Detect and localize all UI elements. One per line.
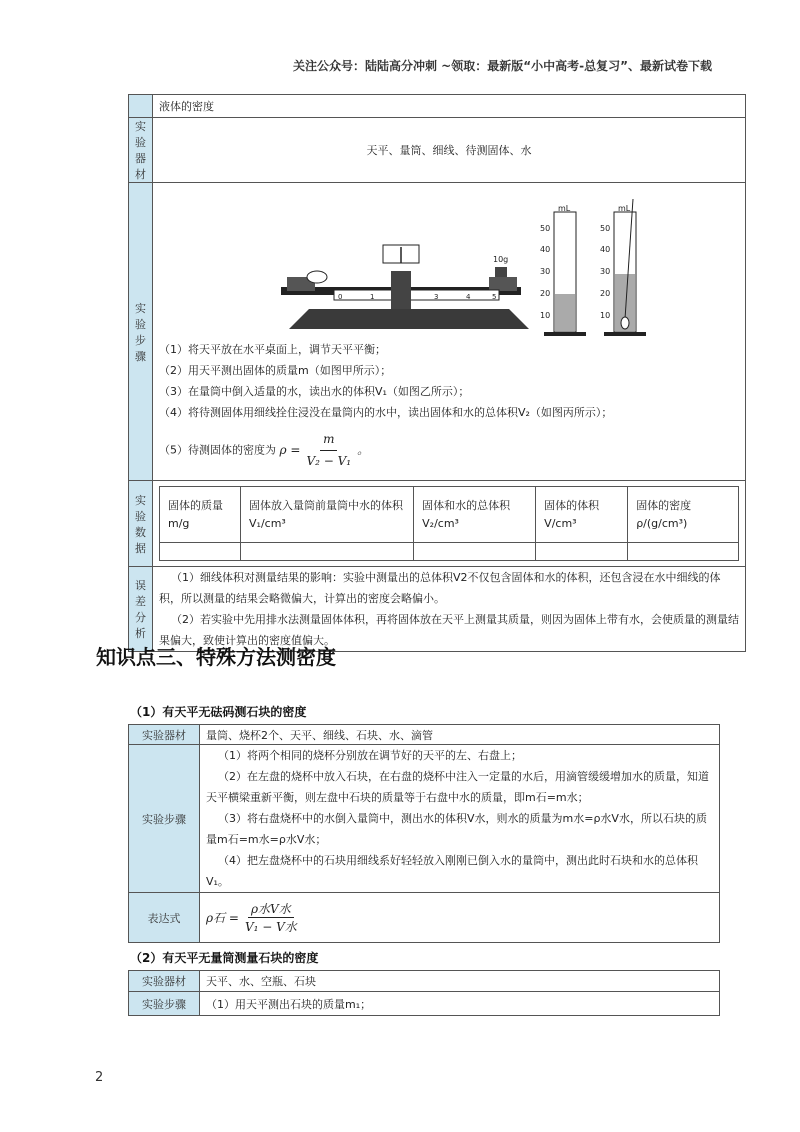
sub1-expr-denominator: V₁ − V水 — [244, 920, 297, 934]
error-cell — [153, 567, 746, 652]
error-line-2: （2）若实验中先用排水法测量固体体积，再将固体放在天平上测量其质量，则因为固体上带有水，会使质量的测量结果偏大，致使计算出的密度值偏大。 — [159, 613, 739, 647]
data-empty-cell — [536, 543, 628, 561]
step-1: （1）将天平放在水平桌面上，调节天平平衡； — [159, 343, 386, 356]
cylinder2-tick-50: 50 — [600, 224, 611, 233]
equipment-label: 实验器材 — [129, 118, 153, 183]
data-cell — [153, 481, 746, 567]
cylinder-unit-label: mL — [558, 204, 571, 213]
weight-label: 10g — [493, 255, 509, 264]
data-header-density: 固体的密度ρ/(g/cm³) — [628, 487, 739, 543]
sub2-steps-label: 实验步骤 — [129, 992, 200, 1016]
page-number: 2 — [95, 1070, 104, 1085]
data-header-mass: 固体的质量m/g — [160, 487, 241, 543]
sub1-step-2: （2）在左盘的烧杯中放入石块，在右盘的烧杯中注入一定量的水后，用滴管缓缓增加水的质量，知道天平横梁重新平衡，则左盘中石块的质量等于右盘中水的质量，即m石=m水； — [206, 770, 709, 804]
cylinder2-tick-10: 10 — [600, 311, 611, 320]
sub1-equipment-label: 实验器材 — [129, 725, 200, 745]
scale-tick-5: 5 — [492, 293, 497, 301]
steps-cell — [153, 183, 746, 481]
data-empty-cell — [628, 543, 739, 561]
cylinder-tick-20: 20 — [540, 289, 551, 298]
cylinder-with-solid-icon — [600, 199, 646, 336]
data-table — [159, 486, 739, 561]
top-text: 液体的密度 — [153, 95, 746, 118]
sub1-expr-label: 表达式 — [129, 893, 200, 943]
data-header-v1: 固体放入量筒前量筒中水的体积V₁/cm³ — [241, 487, 414, 543]
sub1-expr-cell — [200, 893, 720, 943]
blank-label — [129, 95, 153, 118]
data-empty-cell — [160, 543, 241, 561]
density-table — [128, 94, 746, 652]
equipment-text: 天平、量筒、细线、待测固体、水 — [153, 118, 746, 183]
error-label: 误差分析 — [129, 567, 153, 652]
scale-tick-4: 4 — [466, 293, 471, 301]
formula-lhs: ρ = — [279, 443, 301, 457]
balance-icon — [281, 245, 529, 329]
scale-tick-1: 1 — [370, 293, 375, 301]
step-5 — [159, 429, 739, 472]
sub2-equipment: 天平、水、空瓶、石块 — [200, 971, 720, 992]
sub1-expr-fraction — [242, 900, 300, 935]
data-header-v2: 固体和水的总体积V₂/cm³ — [414, 487, 536, 543]
sub1-expr-numerator: ρ水V水 — [248, 900, 294, 918]
sub1-equipment: 量筒、烧杯2个、天平、细线、石块、水、滴管 — [200, 725, 720, 745]
cylinder-tick-10: 10 — [540, 311, 551, 320]
sub1-step-1: （1）将两个相同的烧杯分别放在调节好的天平的左、右盘上； — [218, 749, 522, 762]
formula-denominator: V₂ − V₁ — [306, 454, 352, 468]
step-5-text: （5）待测固体的密度为 — [159, 443, 276, 457]
section-title: 知识点三、特殊方法测密度 — [96, 645, 336, 669]
step-4: （4）将待测固体用细线拴住浸没在量筒内的水中，读出固体和水的总体积V₂（如图丙所示）； — [159, 406, 613, 419]
data-label: 实验数据 — [129, 481, 153, 567]
sub2-step-1: （1）用天平测出石块的质量m₁； — [200, 992, 720, 1016]
formula-tail: 。 — [357, 443, 370, 457]
cylinder-tick-40: 40 — [540, 245, 551, 254]
sub1-step-3: （3）将右盘烧杯中的水倒入量筒中，测出水的体积V水，则水的质量为m水=ρ水V水，所以石块的质量m石=m水=ρ水V水； — [206, 812, 707, 846]
apparatus-figure — [159, 189, 739, 339]
step-2: （2）用天平测出固体的质量m（如图甲所示）； — [159, 364, 392, 377]
cylinder-icon — [540, 204, 586, 336]
formula-fraction — [303, 429, 354, 472]
page-header: 关注公众号：陆陆高分冲刺 ~领取：最新版“小中高考-总复习”、最新试卷下载 — [293, 59, 712, 73]
cylinder2-tick-40: 40 — [600, 245, 611, 254]
steps-label: 实验步骤 — [129, 183, 153, 481]
data-empty-cell — [241, 543, 414, 561]
sub1-steps-cell — [200, 745, 720, 893]
cylinder-tick-30: 30 — [540, 267, 551, 276]
density-formula — [280, 429, 370, 472]
cylinder2-tick-30: 30 — [600, 267, 611, 276]
cylinder2-tick-20: 20 — [600, 289, 611, 298]
data-empty-cell — [414, 543, 536, 561]
scale-tick-0: 0 — [338, 293, 343, 301]
sub1-expr-lhs: ρ石 = — [206, 911, 239, 925]
sub2-table — [128, 970, 720, 1016]
step-3: （3）在量筒中倒入适量的水，读出水的体积V₁（如图乙所示）； — [159, 385, 470, 398]
sub1-expr — [206, 900, 300, 935]
formula-numerator: m — [320, 429, 337, 451]
scale-tick-3: 3 — [434, 293, 439, 301]
sub1-step-4: （4）把左盘烧杯中的石块用细线系好轻轻放入刚刚已倒入水的量筒中，测出此时石块和水的总体积V₁。 — [206, 854, 698, 888]
data-header-volume: 固体的体积V/cm³ — [536, 487, 628, 543]
cylinder-tick-50: 50 — [540, 224, 551, 233]
sub2-title: （2）有天平无量筒测量石块的密度 — [130, 951, 319, 965]
sub1-steps-label: 实验步骤 — [129, 745, 200, 893]
error-line-1: （1）细线体积对测量结果的影响：实验中测量出的总体积V2不仅包含固体和水的体积，还包含浸在水中细线的体积，所以测量的结果会略微偏大，计算出的密度会略偏小。 — [159, 571, 721, 605]
sub1-title: （1）有天平无砝码测石块的密度 — [130, 705, 307, 719]
cylinder2-unit-label: mL — [618, 204, 631, 213]
sub1-table — [128, 724, 720, 943]
sub2-equipment-label: 实验器材 — [129, 971, 200, 992]
